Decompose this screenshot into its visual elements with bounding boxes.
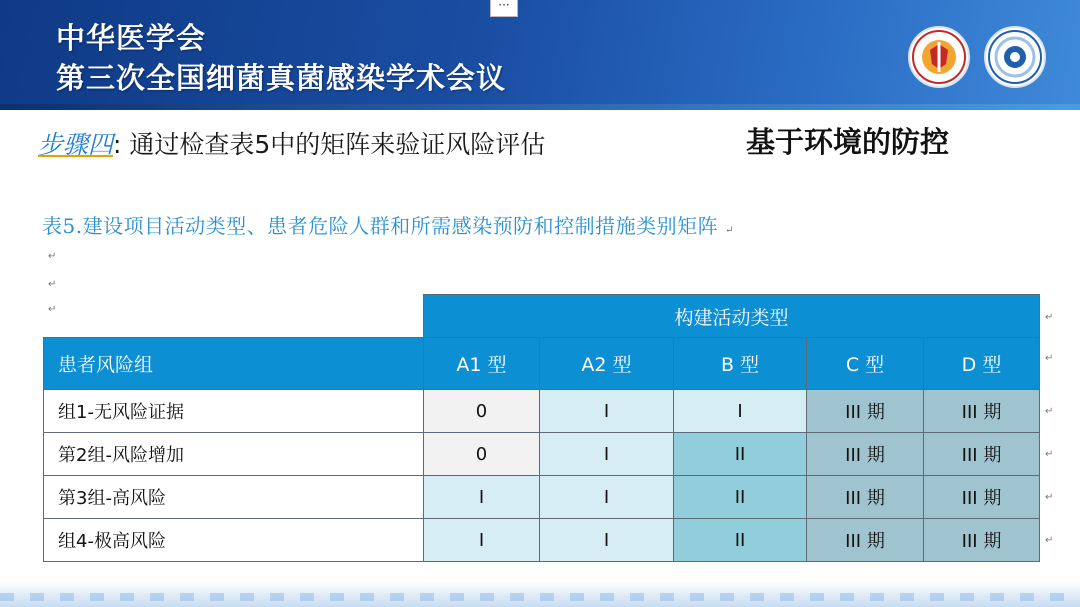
table-caption-text: 表5.建设项目活动类型、患者危险人群和所需感染预防和控制措施类别矩阵 [42,214,719,238]
table-caption [42,211,734,246]
paragraph-mark: ↵ [1045,353,1054,364]
blank-cell [44,295,424,338]
section-tag: 基于环境的防控 [746,125,950,159]
matrix-cell: I [540,476,674,519]
type-header-d: D 型 [924,338,1040,390]
matrix-cell: III 期 [924,519,1040,562]
cma-logo [908,26,970,88]
paragraph-mark: ↵ [1045,449,1054,460]
type-header-a1: A1 型 [424,338,540,390]
matrix-cell: III 期 [807,390,924,433]
matrix-cell: III 期 [807,476,924,519]
footer-decoration [0,581,1080,607]
matrix-cell: 0 [424,390,540,433]
paragraph-mark: ↵ [1045,492,1054,503]
conference-emblem-icon [986,28,1044,86]
activity-type-header: 构建活动类型 [424,295,1040,338]
table-subheader-row [44,338,1040,390]
matrix-cell: II [674,519,807,562]
step-text: : 通过检查表5中的矩阵来验证风险评估 [113,130,546,159]
paragraph-mark: ↵ [1045,535,1054,546]
risk-group-name: 第2组-风险增加 [44,433,424,476]
paragraph-mark: ↵ [724,225,734,236]
risk-group-name: 组1-无风险证据 [44,390,424,433]
matrix-cell: I [424,519,540,562]
risk-matrix-table [43,294,1040,562]
conference-logo [984,26,1046,88]
step-line [38,128,545,162]
step-label: 步骤四 [38,130,114,159]
paragraph-mark: ↵ [48,304,57,315]
more-options-button[interactable]: ··· [490,0,518,17]
cma-emblem-icon [910,28,968,86]
table-header-row [44,295,1040,338]
paragraph-mark: ↵ [1045,406,1054,417]
table-row [44,433,1040,476]
matrix-cell: I [540,390,674,433]
matrix-cell: 0 [424,433,540,476]
matrix-cell: III 期 [924,476,1040,519]
matrix-cell: III 期 [924,433,1040,476]
matrix-cell: III 期 [807,519,924,562]
paragraph-mark: ↵ [48,279,57,290]
org-title: 中华医学会 [56,21,207,55]
matrix-cell: III 期 [807,433,924,476]
table-row [44,519,1040,562]
matrix-cell: III 期 [924,390,1040,433]
matrix-cell: II [674,433,807,476]
risk-group-name: 第3组-高风险 [44,476,424,519]
type-header-b: B 型 [674,338,807,390]
matrix-cell: I [540,519,674,562]
matrix-cell: I [540,433,674,476]
risk-group-name: 组4-极高风险 [44,519,424,562]
table-row [44,390,1040,433]
matrix-cell: II [674,476,807,519]
patient-risk-group-header: 患者风险组 [44,338,424,390]
matrix-cell: I [424,476,540,519]
conference-title: 第三次全国细菌真菌感染学术会议 [56,61,507,95]
type-header-c: C 型 [807,338,924,390]
header-banner [0,0,1080,110]
paragraph-mark: ↵ [1045,312,1054,323]
table-row [44,476,1040,519]
paragraph-mark: ↵ [48,251,57,262]
type-header-a2: A2 型 [540,338,674,390]
matrix-cell: I [674,390,807,433]
